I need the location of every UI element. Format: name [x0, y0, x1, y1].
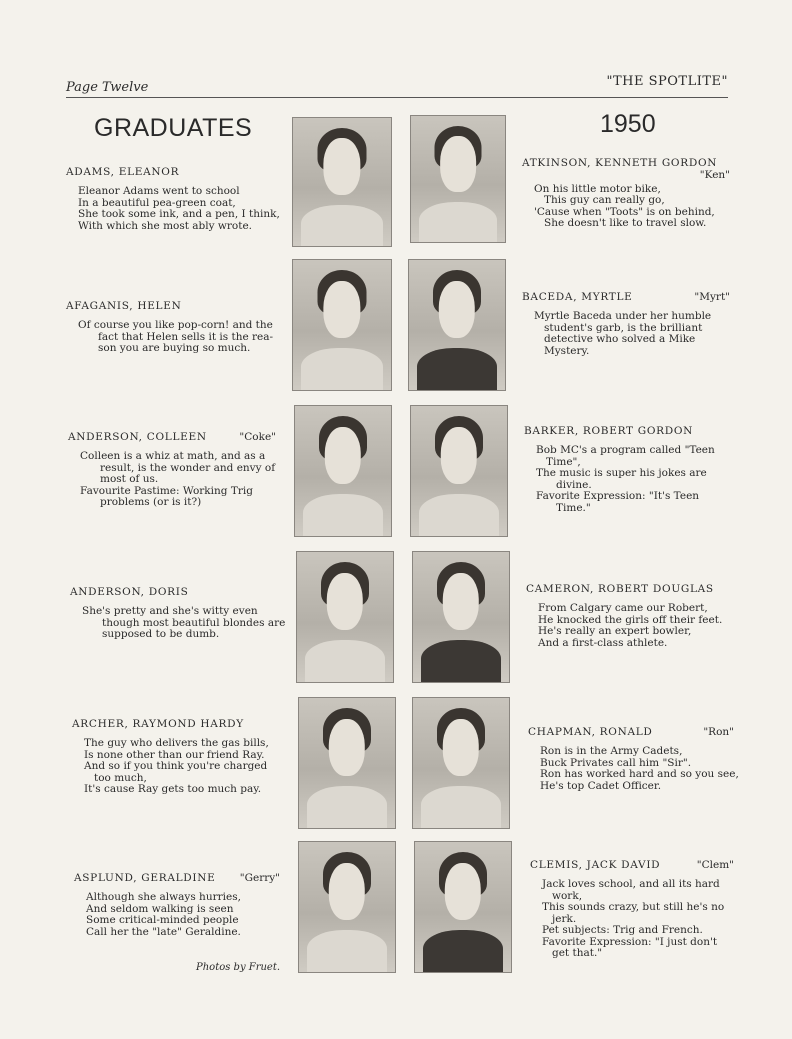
verse-line: He's really an expert bowler,	[538, 625, 692, 637]
portrait-photo	[408, 259, 506, 391]
portrait-photo	[412, 697, 510, 829]
graduate-name: ANDERSON, COLLEEN	[68, 431, 207, 443]
verse-line: fact that Helen sells it is the rea-	[98, 330, 274, 343]
graduate-verse	[66, 186, 284, 232]
header-rule	[66, 97, 728, 98]
graduate-verse	[70, 605, 286, 641]
graduate-entry	[66, 167, 284, 232]
graduate-entry	[528, 726, 739, 792]
graduate-entry	[522, 292, 730, 357]
verse-line: In a beautiful pea-green coat,	[78, 196, 236, 209]
verse-line: Jack loves school, and all its hard	[542, 878, 720, 890]
portrait-photo	[292, 259, 392, 391]
graduate-nickname: "Ron"	[703, 726, 734, 738]
verse-line: problems (or is it?)	[100, 496, 202, 508]
graduate-verse	[526, 603, 730, 649]
graduate-nickname: "Ken"	[699, 169, 730, 181]
verse-line: get that."	[552, 947, 603, 959]
graduate-name: ANDERSON, DORIS	[70, 586, 189, 598]
portrait-photo	[298, 841, 396, 973]
graduate-name: CAMERON, ROBERT DOUGLAS	[526, 583, 714, 595]
graduate-entry	[70, 586, 286, 641]
verse-line: Buck Privates call him "Sir".	[540, 756, 692, 769]
verse-line: though most beautiful blondes are	[102, 616, 286, 629]
verse-line: work,	[552, 889, 583, 902]
verse-line: Is none other than our friend Ray.	[84, 748, 265, 761]
page-header	[66, 74, 728, 98]
graduate-name: CHAPMAN, RONALD	[528, 726, 653, 738]
verse-line: son you are buying so much.	[98, 342, 251, 354]
verse-line: This guy can really go,	[544, 194, 665, 206]
verse-line: And so if you think you're charged	[84, 760, 268, 772]
verse-line: Colleen is a whiz at math, and as a	[80, 450, 266, 462]
portrait-photo	[294, 405, 392, 537]
graduate-verse	[72, 738, 282, 796]
section-title: GRADUATES	[94, 114, 253, 142]
graduate-name: ARCHER, RAYMOND HARDY	[72, 718, 244, 730]
verse-line: She's pretty and she's witty even	[82, 605, 258, 617]
verse-line: student's garb, is the brilliant	[544, 321, 703, 334]
graduate-entry	[68, 432, 276, 509]
graduate-name: ADAMS, ELEANOR	[66, 166, 180, 178]
portrait-photo	[296, 551, 394, 683]
graduate-name: CLEMIS, JACK DAVID	[530, 859, 661, 871]
year-title: 1950	[600, 110, 656, 138]
verse-line: 'Cause when "Toots" is on behind,	[534, 205, 715, 218]
verse-line: supposed to be dumb.	[102, 628, 220, 640]
portrait-photo	[298, 697, 396, 829]
page-number: Page Twelve	[66, 80, 149, 95]
verse-line: Ron has worked hard and so you see,	[540, 768, 739, 780]
publication-name: "THE SPOTLITE"	[606, 74, 728, 89]
verse-line: Ron is in the Army Cadets,	[540, 745, 683, 757]
graduate-entry	[66, 301, 276, 355]
graduate-nickname: "Coke"	[239, 431, 276, 443]
verse-line: too much,	[94, 771, 147, 784]
graduate-verse	[74, 892, 280, 938]
verse-line: Favorite Expression: "It's Teen	[536, 490, 700, 502]
graduate-verse	[522, 184, 730, 230]
verse-line: From Calgary came our Robert,	[538, 602, 708, 614]
portrait-photo	[414, 841, 512, 973]
portrait-photo	[410, 115, 506, 243]
verse-line: Favourite Pastime: Working Trig	[80, 484, 253, 497]
verse-line: She doesn't like to travel slow.	[544, 217, 707, 229]
graduate-entry	[72, 719, 282, 796]
verse-line: result, is the wonder and envy of	[100, 461, 276, 474]
graduate-entry	[524, 426, 728, 514]
graduate-verse	[528, 745, 739, 792]
verse-line: He knocked the girls off their feet.	[538, 613, 723, 626]
verse-line: Time",	[546, 455, 581, 468]
verse-line: Myrtle Baceda under her humble	[534, 310, 712, 322]
verse-line: Of course you like pop-corn! and the	[78, 319, 273, 331]
verse-line: detective who solved a Mike	[544, 333, 696, 345]
graduate-nickname: "Myrt"	[694, 291, 730, 303]
graduate-verse	[522, 311, 730, 357]
verse-line: The guy who delivers the gas bills,	[84, 737, 269, 749]
verse-line: Mystery.	[544, 344, 590, 357]
graduate-entry	[522, 158, 730, 230]
graduate-name: BACEDA, MYRTLE	[522, 291, 633, 303]
verse-line: She took some ink, and a pen, I think,	[78, 208, 280, 220]
portrait-photo	[292, 117, 392, 247]
graduate-name: AFAGANIS, HELEN	[66, 300, 182, 312]
portrait-photo	[410, 405, 508, 537]
portrait-photo	[412, 551, 510, 683]
verse-line: Time."	[556, 501, 591, 514]
verse-line: And seldom walking is seen	[86, 902, 234, 915]
verse-line: He's top Cadet Officer.	[540, 779, 662, 792]
verse-line: Eleanor Adams went to school	[78, 185, 240, 197]
verse-line: It's cause Ray gets too much pay.	[84, 783, 262, 795]
graduate-entry	[74, 873, 280, 938]
verse-line: With which she most ably wrote.	[78, 219, 253, 232]
graduate-nickname: "Gerry"	[239, 872, 280, 884]
photo-credit: Photos by Fruet.	[196, 962, 281, 973]
verse-line: most of us.	[100, 473, 159, 485]
graduate-entry	[526, 584, 730, 649]
graduate-verse	[524, 445, 728, 514]
graduate-name: ATKINSON, KENNETH GORDON	[522, 157, 718, 169]
verse-line: divine.	[556, 478, 592, 491]
graduate-verse	[66, 320, 276, 355]
graduate-name: ASPLUND, GERALDINE	[74, 872, 216, 884]
verse-line: On his little motor bike,	[534, 182, 661, 195]
graduate-verse	[68, 451, 276, 509]
graduate-verse	[530, 879, 734, 960]
verse-line: jerk.	[552, 912, 577, 925]
verse-line: Bob MC's a program called "Teen	[536, 444, 715, 456]
verse-line: Some critical-minded people	[86, 914, 239, 926]
verse-line: Favorite Expression: "I just don't	[542, 935, 718, 948]
graduate-name: BARKER, ROBERT GORDON	[524, 425, 694, 437]
verse-line: And a first-class athlete.	[538, 636, 668, 649]
verse-line: Although she always hurries,	[86, 891, 241, 903]
verse-line: The music is super his jokes are	[536, 467, 707, 479]
verse-line: Pet subjects: Trig and French.	[542, 924, 703, 936]
verse-line: This sounds crazy, but still he's no	[542, 901, 725, 913]
graduate-nickname: "Clem"	[696, 859, 734, 871]
graduate-entry	[530, 860, 734, 960]
verse-line: Call her the "late" Geraldine.	[86, 925, 241, 938]
